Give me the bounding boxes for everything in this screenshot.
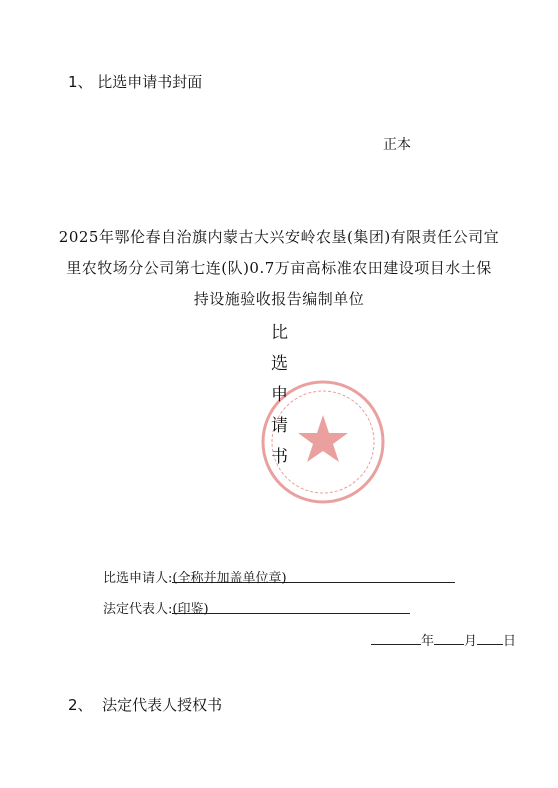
legal-rep-label: 法定代表人: — [103, 602, 173, 617]
doc-name-char-1: 比 — [271, 323, 288, 343]
section-heading-authorization: 2、 法定代表人授权书 — [68, 696, 223, 714]
date-line — [371, 629, 516, 649]
applicant-field — [103, 567, 455, 586]
month-label: 月 — [464, 634, 478, 649]
year-blank — [371, 629, 421, 645]
project-title-line-1: 2025年鄂伦春自治旗内蒙古大兴安岭农垦(集团)有限责任公司宜 — [58, 228, 500, 246]
day-blank — [477, 629, 503, 645]
year-label: 年 — [421, 634, 435, 649]
legal-rep-underline — [172, 598, 410, 617]
applicant-hint: (全称并加盖单位章) — [172, 571, 287, 586]
legal-rep-hint: (印鉴) — [172, 602, 209, 617]
copy-mark: 正本 — [383, 137, 411, 153]
applicant-underline — [172, 567, 455, 586]
doc-name-char-5: 书 — [271, 447, 288, 467]
applicant-label: 比选申请人: — [103, 571, 173, 586]
doc-name-char-2: 选 — [271, 354, 288, 374]
project-title-line-3: 持设施验收报告编制单位 — [193, 290, 365, 308]
section-heading-cover: 1、 比选申请书封面 — [68, 73, 203, 91]
legal-rep-field — [103, 598, 410, 617]
doc-name-char-4: 请 — [271, 416, 288, 436]
month-blank — [434, 629, 464, 645]
project-title-line-2: 里农牧场分公司第七连(队)0.7万亩高标准农田建设项目水土保 — [66, 259, 492, 277]
day-label: 日 — [503, 634, 517, 649]
doc-name-char-3: 申 — [271, 385, 288, 405]
